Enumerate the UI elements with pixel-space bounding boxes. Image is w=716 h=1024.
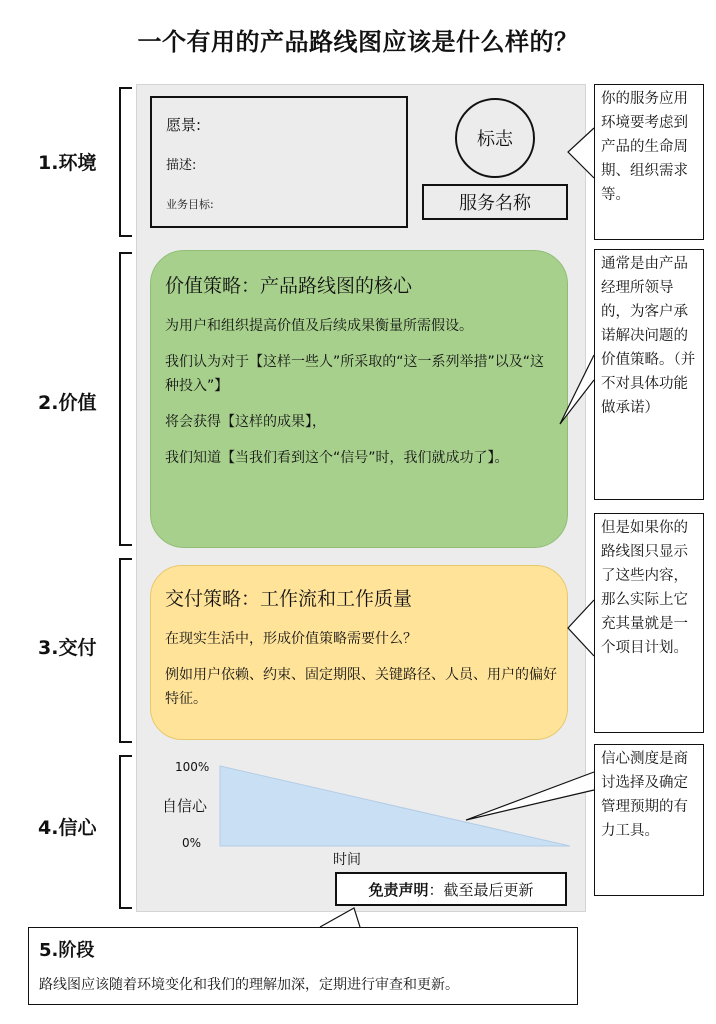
brace-confidence	[120, 756, 132, 908]
y-tick-0: 0%	[182, 836, 202, 850]
note-environment: 你的服务应用环境要考虑到产品的生命周期、组织需求等。	[594, 84, 704, 240]
value-paragraph: 为用户和组织提高价值及后续成果衡量所需假设。	[165, 318, 473, 334]
business-goal-label: 业务目标:	[166, 198, 214, 211]
vision-label: 愿景:	[166, 116, 202, 134]
brace-environment	[120, 88, 132, 236]
delivery-heading: 交付策略：工作流和工作质量	[165, 588, 413, 610]
delivery-paragraph: 例如用户依赖、约束、固定期限、关键路径、人员、用户的偏好特征。	[165, 667, 557, 707]
note-value: 通常是由产品经理所领导的，为客户承诺解决问题的价值策略。（并不对具体功能做承诺）	[594, 249, 704, 500]
value-heading: 价值策略：产品路线图的核心	[165, 275, 413, 297]
note-delivery: 但是如果你的路线图只显示了这些内容，那么实际上它充其量就是一个项目计划。	[594, 513, 704, 733]
section-label-confidence: 4.信心	[38, 817, 97, 839]
brace-value	[120, 253, 132, 545]
value-paragraph: 将会获得【这样的成果】，	[165, 414, 326, 430]
confidence-area	[220, 766, 570, 846]
section-label-delivery: 3.交付	[38, 637, 97, 659]
y-tick-100: 100%	[175, 760, 210, 774]
section-braces	[112, 0, 142, 1024]
logo-circle	[455, 98, 535, 178]
value-paragraph: 我们认为对于【这样一些人”所采取的“这一系列举措”以及“这种投入”】	[165, 354, 545, 394]
confidence-chart	[150, 752, 580, 870]
stage-label: 5.阶段	[39, 940, 95, 961]
disclaimer-text: ：截至最后更新	[428, 880, 534, 899]
delivery-paragraph: 在现实生活中，形成价值策略需要什么？	[165, 631, 417, 647]
service-name-label: 服务名称	[459, 193, 531, 214]
section-label-environment: 1.环境	[38, 152, 97, 174]
value-paragraph: 我们知道【当我们看到这个“信号”时，我们就成功了】。	[165, 450, 509, 466]
disclaimer-box	[335, 872, 567, 906]
value-strategy-box	[150, 250, 568, 548]
section-label-value: 2.价值	[38, 392, 97, 414]
x-axis-label: 时间	[333, 852, 361, 868]
service-name-box	[422, 184, 568, 220]
page-title: 一个有用的产品路线图应该是什么样的？	[137, 28, 579, 56]
y-axis-label: 自信心	[162, 797, 208, 815]
logo-label: 标志	[477, 129, 513, 150]
description-label: 描述:	[166, 158, 197, 173]
stage-box	[28, 927, 578, 1005]
disclaimer-bold: 免责声明	[368, 880, 429, 899]
delivery-strategy-box	[150, 565, 568, 740]
note-confidence: 信心测度是商讨选择及确定管理预期的有力工具。	[594, 744, 704, 896]
vision-box	[150, 96, 408, 228]
stage-text: 路线图应该随着环境变化和我们的理解加深，定期进行审查和更新。	[39, 977, 459, 993]
brace-delivery	[120, 559, 132, 742]
